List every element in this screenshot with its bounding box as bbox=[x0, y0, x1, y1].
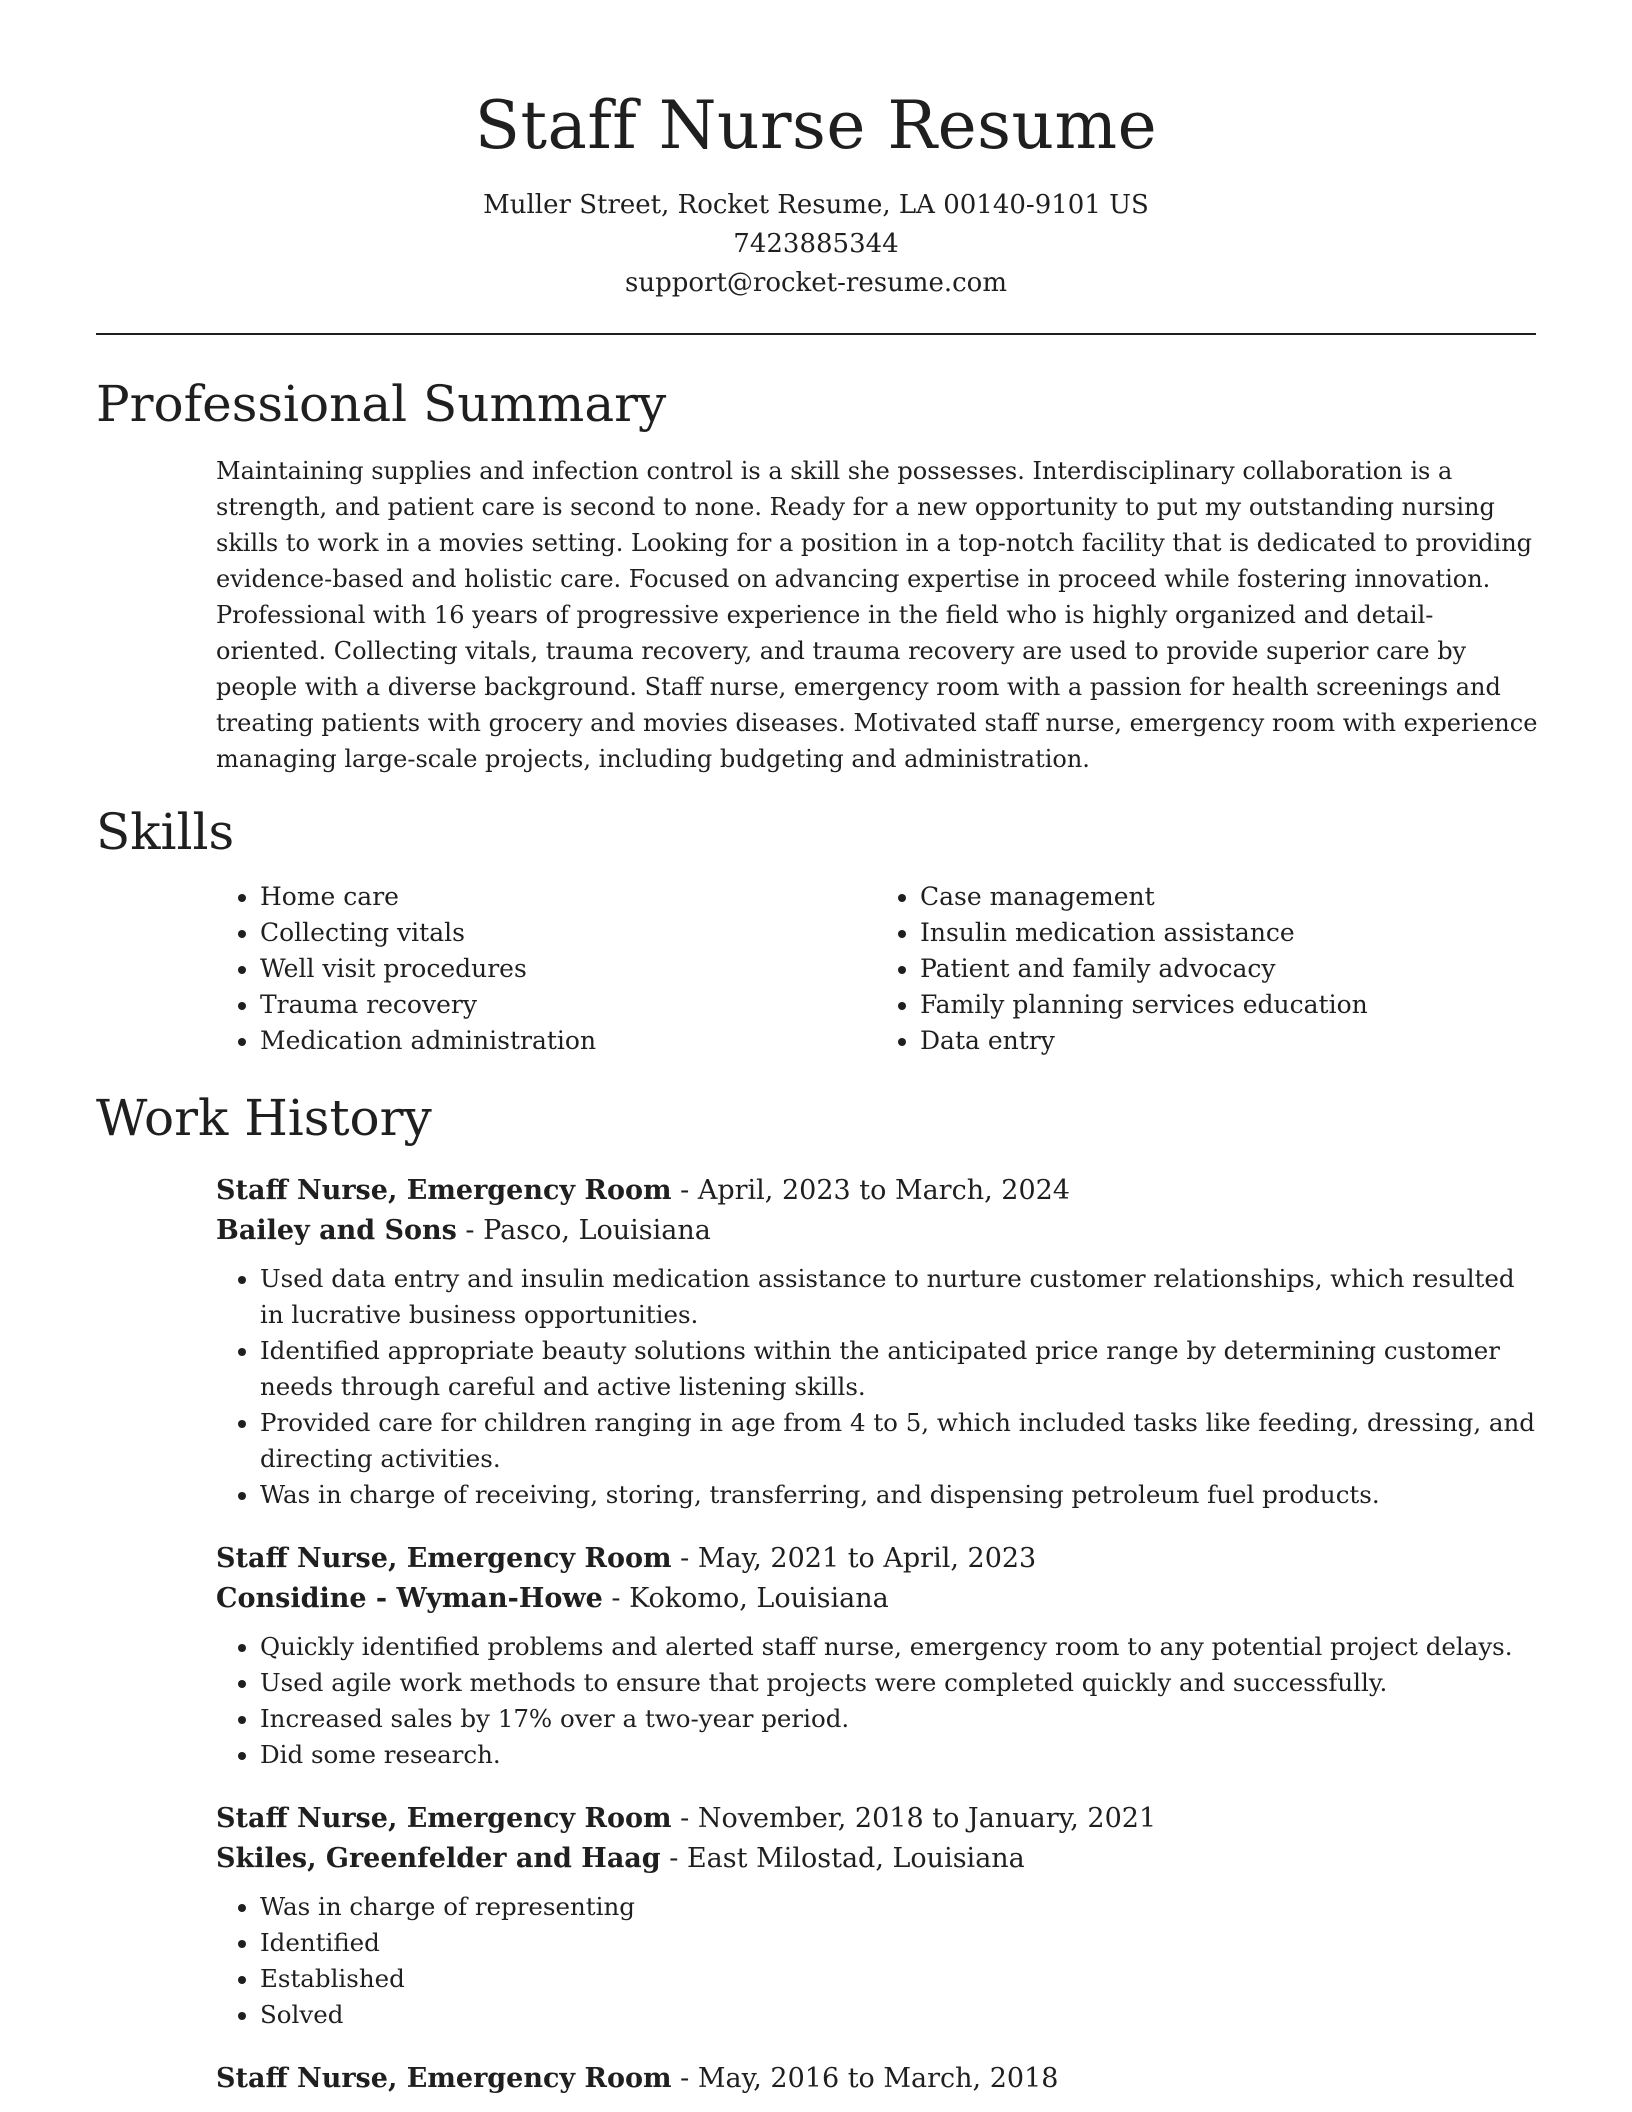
skill-item: • Data entry bbox=[920, 1023, 1536, 1059]
job-location: - Kokomo, Louisiana bbox=[602, 1583, 889, 1614]
job-title-line bbox=[216, 1539, 1542, 1579]
summary-heading: Professional Summary bbox=[96, 375, 667, 433]
job-title-line bbox=[216, 2059, 1542, 2099]
skill-item: • Trauma recovery bbox=[260, 987, 876, 1023]
contact-email: support@rocket-resume.com bbox=[624, 268, 1007, 298]
job-bullet: • Used data entry and insulin medication assistance to nurture customer relationships, which resulted in lucrative business opportunities. bbox=[260, 1261, 1542, 1333]
skill-item: • Family planning services education bbox=[920, 987, 1536, 1023]
job-bullets bbox=[216, 1629, 1542, 1773]
job-dates: - November, 2018 to January, 2021 bbox=[671, 1803, 1157, 1834]
job-employer-line bbox=[216, 1211, 1542, 1251]
job-bullet: • Identified appropriate beauty solutions within the anticipated price range by determining customer needs through careful and active listening skills. bbox=[260, 1333, 1542, 1405]
skill-item: • Case management bbox=[920, 879, 1536, 915]
skill-item: • Insulin medication assistance bbox=[920, 915, 1536, 951]
contact-address: Muller Street, Rocket Resume, LA 00140-9101 US bbox=[483, 190, 1149, 220]
header-divider bbox=[96, 333, 1536, 335]
job-role: Staff Nurse, Emergency Room bbox=[216, 1803, 672, 1834]
job-entry bbox=[216, 1799, 1542, 2033]
job-entry bbox=[216, 1171, 1542, 1513]
job-employer: Considine - Wyman-Howe bbox=[216, 1583, 603, 1614]
job-bullet: • Identified bbox=[260, 1925, 1542, 1961]
resume-header bbox=[96, 0, 1536, 303]
job-employer: Skiles, Greenfelder and Haag bbox=[216, 1843, 661, 1874]
job-bullet: • Used agile work methods to ensure that projects were completed quickly and successfully. bbox=[260, 1665, 1542, 1701]
skills-grid bbox=[216, 879, 1536, 1059]
skill-item: • Patient and family advocacy bbox=[920, 951, 1536, 987]
job-employer-line bbox=[216, 1839, 1542, 1879]
skills-column-right bbox=[876, 879, 1536, 1059]
job-title-line bbox=[216, 1171, 1542, 1211]
job-bullets bbox=[216, 1889, 1542, 2033]
job-location: - Pasco, Louisiana bbox=[456, 1215, 711, 1246]
resume-title: Staff Nurse Resume bbox=[474, 87, 1158, 164]
resume-page bbox=[96, 0, 1536, 2099]
job-employer: Bailey and Sons bbox=[216, 1215, 457, 1246]
job-title-line bbox=[216, 1799, 1542, 1839]
job-bullet: • Was in charge of representing bbox=[260, 1889, 1542, 1925]
job-bullet: • Provided care for children ranging in age from 4 to 5, which included tasks like feeding, dressing, and directing activities. bbox=[260, 1405, 1542, 1477]
job-entry bbox=[216, 1539, 1542, 1773]
skills-heading: Skills bbox=[96, 803, 235, 861]
job-entry bbox=[216, 2059, 1542, 2099]
job-dates: - April, 2023 to March, 2024 bbox=[671, 1175, 1070, 1206]
skill-item: • Medication administration bbox=[260, 1023, 876, 1059]
job-employer-line bbox=[216, 1579, 1542, 1619]
job-role: Staff Nurse, Emergency Room bbox=[216, 1543, 672, 1574]
job-role: Staff Nurse, Emergency Room bbox=[216, 2063, 672, 2094]
job-bullet: • Solved bbox=[260, 1997, 1542, 2033]
job-bullet: • Did some research. bbox=[260, 1737, 1542, 1773]
skill-item: • Collecting vitals bbox=[260, 915, 876, 951]
skill-item: • Home care bbox=[260, 879, 876, 915]
skills-column-left bbox=[216, 879, 876, 1059]
summary-text: Maintaining supplies and infection control is a skill she possesses. Interdisciplinary collaboration is a strength, and patient care is second to none. Ready for a new opportunity to put my outstanding nursing skills to work in a movies setting. Looking for a position in a top-notch facility that is dedicated to providing evidence-based and holistic care. Focused on advancing expertise in proceed while fostering innovation. Professional with 16 years of progressive experience in the field who is highly organized and detail-oriented. Collecting vitals, trauma recovery, and trauma recovery are used to provide superior care by people with a diverse background. Staff nurse, emergency room with a passion for health screenings and treating patients with grocery and movies diseases. Motivated staff nurse, emergency room with experience managing large-scale projects, including budgeting and administration. bbox=[216, 457, 1538, 773]
job-bullet: • Established bbox=[260, 1961, 1542, 1997]
job-dates: - May, 2021 to April, 2023 bbox=[671, 1543, 1037, 1574]
job-bullets bbox=[216, 1261, 1542, 1513]
job-bullet: • Increased sales by 17% over a two-year period. bbox=[260, 1701, 1542, 1737]
work-history-heading: Work History bbox=[96, 1089, 432, 1147]
job-role: Staff Nurse, Emergency Room bbox=[216, 1175, 672, 1206]
job-bullet: • Quickly identified problems and alerted staff nurse, emergency room to any potential project delays. bbox=[260, 1629, 1542, 1665]
skill-item: • Well visit procedures bbox=[260, 951, 876, 987]
job-dates: - May, 2016 to March, 2018 bbox=[671, 2063, 1059, 2094]
contact-phone: 7423885344 bbox=[733, 229, 899, 259]
job-bullet: • Was in charge of receiving, storing, transferring, and dispensing petroleum fuel products. bbox=[260, 1477, 1542, 1513]
job-location: - East Milostad, Louisiana bbox=[660, 1843, 1025, 1874]
